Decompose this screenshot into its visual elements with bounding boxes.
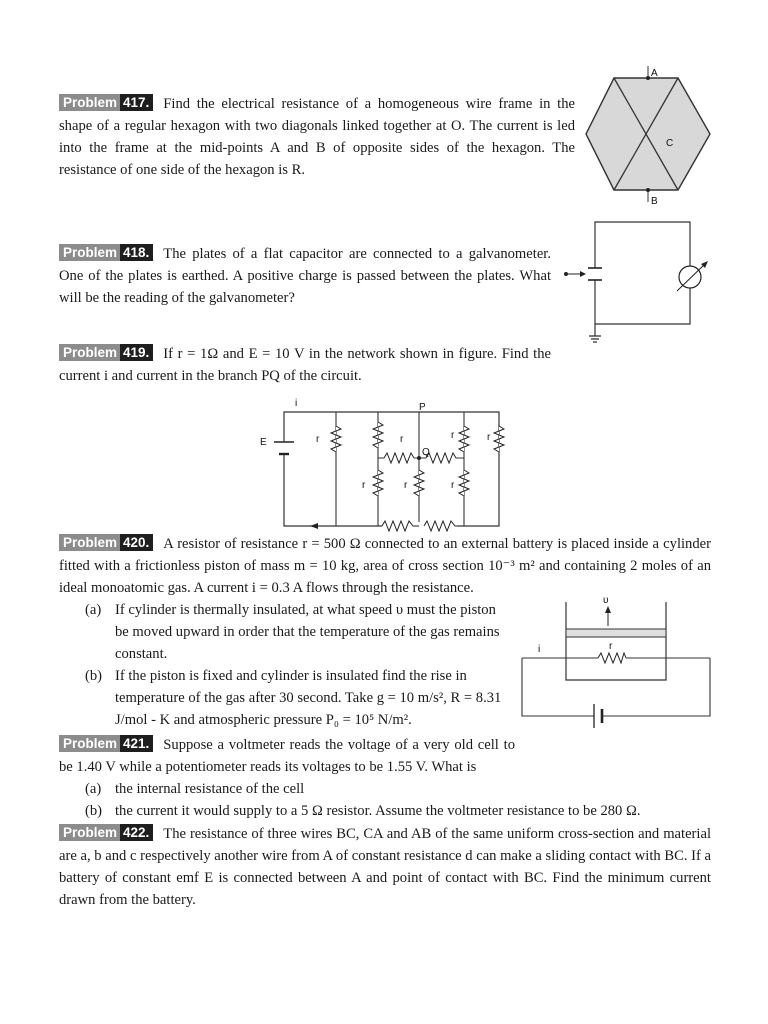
sub-question-b: (b) If the piston is fixed and cylinder is insulated find the rise in temperature of the gas after 30 second. Take g = 10 m/s², R = 8.31 J/mol - K and atmospheric pressure P₀ = 10⁵ N/m². bbox=[85, 668, 502, 728]
resistor-6 bbox=[373, 470, 383, 496]
resistor-7 bbox=[414, 470, 424, 496]
external-circuit-right bbox=[602, 658, 710, 716]
label-r-5: r bbox=[487, 432, 491, 443]
resistor-2 bbox=[373, 422, 383, 448]
resistor-8 bbox=[459, 470, 469, 496]
label-i: i bbox=[295, 398, 298, 409]
resistor-network-figure bbox=[254, 396, 514, 531]
sub-question-b: (b) the current it would supply to a 5 Ω resistor. Assume the voltmeter resistance to be 280 Ω. bbox=[85, 803, 641, 819]
charge-dot bbox=[564, 272, 568, 276]
galvanometer bbox=[679, 266, 701, 288]
hexagon-figure bbox=[584, 66, 714, 206]
capacitor-galvanometer-figure bbox=[562, 218, 722, 348]
problem-421 bbox=[59, 734, 711, 822]
label-r-7: r bbox=[404, 480, 408, 491]
external-circuit bbox=[522, 658, 594, 716]
label-r-3: r bbox=[400, 434, 404, 445]
node-q bbox=[417, 456, 421, 460]
piston bbox=[566, 629, 666, 637]
problem-text: The resistance of three wires BC, CA and AB of the same uniform cross-section and material are a, b and c respectively another wire from A of constant resistance d can make a sliding contact with BC. If a battery of constant emf E is connected between A and point of contact with BC. Find the minimum current drawn from the battery. bbox=[59, 826, 711, 908]
problem-badge: Problem 422. bbox=[59, 825, 153, 841]
label-r-8: r bbox=[451, 480, 455, 491]
problem-intro: Suppose a voltmeter reads the voltage of a very old cell to be 1.40 V while a potentiometer reads its voltages to be 1.55 V. What is bbox=[59, 737, 515, 775]
sub-question-a: (a) If cylinder is thermally insulated, at what speed υ must the piston be moved upward in order that the temperature of the gas remains constant. bbox=[85, 602, 500, 662]
problem-419 bbox=[59, 343, 551, 387]
velocity-arrowhead bbox=[605, 606, 611, 613]
problem-badge: Problem 419. bbox=[59, 345, 153, 361]
label-r-1: r bbox=[316, 434, 320, 445]
point-a bbox=[646, 76, 650, 80]
resistor-4 bbox=[459, 426, 469, 452]
problem-badge: Problem 418. bbox=[59, 245, 153, 261]
label-b: B bbox=[651, 196, 658, 207]
problem-417 bbox=[59, 93, 575, 181]
sub-question-a: (a) the internal resistance of the cell bbox=[85, 781, 305, 797]
label-c: C bbox=[666, 138, 674, 149]
label-r-6: r bbox=[362, 480, 366, 491]
label-v: υ bbox=[603, 595, 609, 606]
label-e: E bbox=[260, 437, 267, 448]
resistor-5 bbox=[494, 426, 504, 452]
problem-intro: A resistor of resistance r = 500 Ω connected to an external battery is placed inside a cylinder fitted with a frictionless piston of mass m = 10 kg, area of cross section 10⁻³ m² and containing 2 moles of an ideal monoatomic gas. A current i = 0.3 A flows through the resistance. bbox=[59, 536, 711, 596]
cylinder-piston-figure bbox=[514, 594, 724, 734]
charge-arrowhead bbox=[580, 271, 586, 277]
label-a: A bbox=[651, 68, 658, 79]
problem-text: Find the electrical resistance of a homogeneous wire frame in the shape of a regular hexagon with two diagonals linked together at O. The current is led into the frame at the mid-points A and B of opposite sides of the hexagon. The resistance of one side of the hexagon is R. bbox=[59, 96, 575, 178]
resistor-1 bbox=[331, 426, 341, 452]
problem-badge: Problem 420. bbox=[59, 535, 153, 551]
problem-422 bbox=[59, 823, 711, 911]
cylinder-walls bbox=[566, 602, 666, 680]
label-r: r bbox=[609, 641, 613, 652]
label-i: i bbox=[538, 644, 541, 655]
point-b bbox=[646, 188, 650, 192]
current-arrow bbox=[310, 523, 318, 529]
problem-badge: Problem 417. bbox=[59, 95, 153, 111]
problem-text: The plates of a flat capacitor are connected to a galvanometer. One of the plates is earthed. A positive charge is passed between the plates. What will be the reading of the galvanometer? bbox=[59, 246, 551, 306]
problem-418 bbox=[59, 243, 551, 309]
label-q: Q bbox=[422, 447, 430, 458]
problem-badge: Problem 421. bbox=[59, 736, 153, 752]
hexagon-frame bbox=[586, 78, 710, 190]
circuit-wire bbox=[595, 222, 690, 324]
label-r-4: r bbox=[451, 430, 455, 441]
problem-text: If r = 1Ω and E = 10 V in the network shown in figure. Find the current i and current in the branch PQ of the circuit. bbox=[59, 346, 551, 384]
label-p: P bbox=[419, 402, 426, 413]
